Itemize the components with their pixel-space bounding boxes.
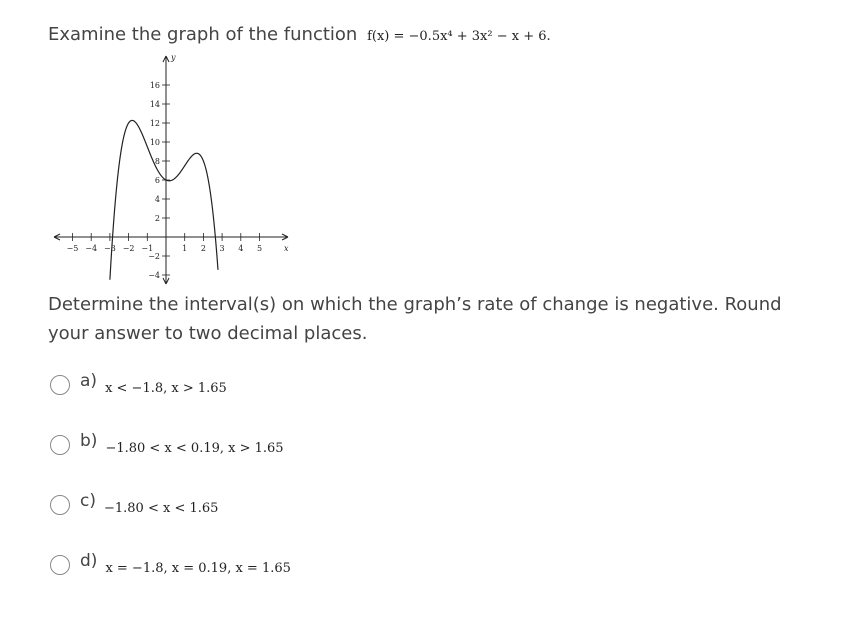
y-tick-label: 6 xyxy=(154,176,160,185)
function-graph xyxy=(40,52,300,288)
x-tick-label: −5 xyxy=(66,244,79,253)
function-expression: f(x) = −0.5x⁴ + 3x² − x + 6. xyxy=(367,29,551,44)
x-axis-label: x xyxy=(284,244,289,253)
y-tick-label: 14 xyxy=(149,100,160,109)
x-tick-label: 4 xyxy=(238,244,244,253)
choice-b-letter: b) xyxy=(80,431,98,451)
radio-button-a[interactable] xyxy=(50,375,70,395)
choice-c-letter: c) xyxy=(80,491,96,511)
choice-c[interactable] xyxy=(50,491,219,516)
question-text: Determine the interval(s) on which the graph’s rate of change is negative. Round your answer to two decimal places. xyxy=(48,294,782,344)
radio-button-b[interactable] xyxy=(50,435,70,455)
y-tick-label: 2 xyxy=(154,214,160,223)
y-tick-label: −4 xyxy=(148,271,160,280)
x-tick-label: −4 xyxy=(85,244,98,253)
y-tick-label: 12 xyxy=(149,119,160,128)
x-tick-label: 2 xyxy=(200,244,206,253)
x-tick-label: 1 xyxy=(182,244,188,253)
choice-c-text: −1.80 < x < 1.65 xyxy=(103,500,219,516)
radio-button-d[interactable] xyxy=(50,555,70,575)
choice-d-text: x = −1.8, x = 0.19, x = 1.65 xyxy=(105,560,291,576)
y-axis-label: y xyxy=(171,53,176,62)
prompt xyxy=(48,24,551,45)
choice-a-text: x < −1.8, x > 1.65 xyxy=(105,380,227,396)
choice-d[interactable] xyxy=(50,551,291,576)
x-tick-label: 3 xyxy=(219,244,225,253)
y-tick-label: 16 xyxy=(149,81,160,90)
graph-layer xyxy=(54,53,289,284)
choice-a-letter: a) xyxy=(80,371,98,391)
y-tick-label: 8 xyxy=(154,157,160,166)
x-tick-label: 5 xyxy=(256,244,263,253)
y-tick-label: 10 xyxy=(149,138,160,147)
y-tick-label: 4 xyxy=(154,195,160,204)
x-tick-label: −1 xyxy=(141,244,154,253)
radio-button-c[interactable] xyxy=(50,495,70,515)
choice-b-text: −1.80 < x < 0.19, x > 1.65 xyxy=(105,440,284,456)
y-tick-label: −2 xyxy=(148,252,160,261)
choice-a[interactable] xyxy=(50,371,227,396)
x-tick-label: −2 xyxy=(122,244,135,253)
prompt-text: Examine the graph of the function xyxy=(48,24,358,45)
choice-b[interactable] xyxy=(50,431,284,456)
choice-d-letter: d) xyxy=(80,551,98,571)
x-tick-label: −3 xyxy=(104,244,116,253)
